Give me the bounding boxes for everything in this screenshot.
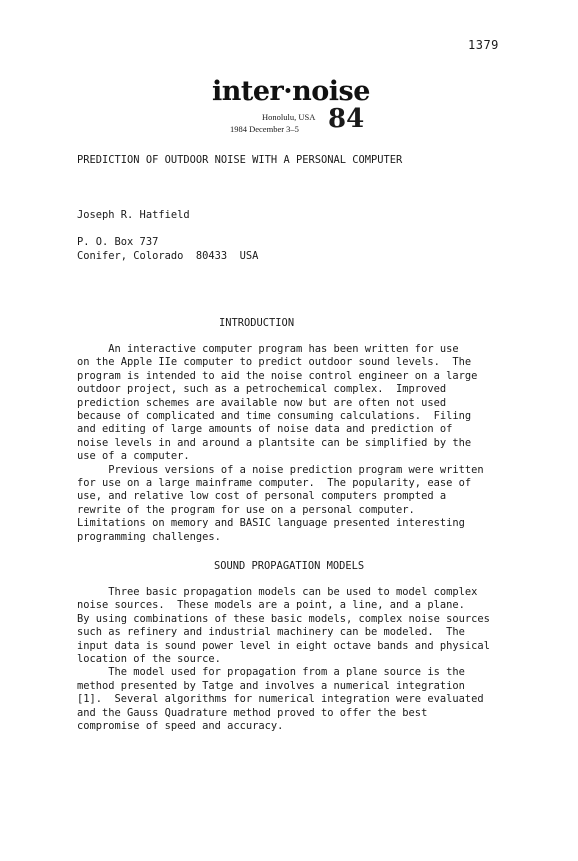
conference-logo [212, 78, 372, 140]
author-name: Joseph R. Hatfield [77, 209, 190, 221]
logo-year: 84 [328, 104, 365, 134]
text-line: prediction schemes are available now but are often not used [77, 396, 447, 409]
text-line: An interactive computer program has been written for use [77, 343, 459, 355]
logo-dates: 1984 December 3–5 [230, 124, 299, 134]
propagation-heading: SOUND PROPAGATION MODELS [214, 560, 365, 572]
text-line: input data is sound power level in eight octave bands and physical [77, 639, 490, 652]
text-line: programming challenges. [77, 530, 221, 543]
text-line: location of the source. [77, 653, 221, 666]
author-address-line1: P. O. Box 737 [77, 236, 159, 248]
text-line: on the Apple IIe computer to predict outdoor sound levels. The [77, 356, 472, 369]
text-line: and the Gauss Quadrature method proved to offer the best [77, 706, 428, 719]
text-line: use of a computer. [77, 450, 190, 463]
text-line: rewrite of the program for use on a personal computer. [77, 503, 415, 516]
page-number: 1379 [468, 38, 499, 52]
text-line: and editing of large amounts of noise data and prediction of [77, 423, 453, 436]
author-address-line2: Conifer, Colorado 80433 USA [77, 250, 259, 262]
introduction-heading: INTRODUCTION [219, 317, 295, 329]
text-line: Previous versions of a noise prediction program were written [77, 463, 484, 476]
propagation-body [77, 586, 507, 733]
text-line: noise sources. These models are a point, a line, and a plane. [77, 599, 465, 612]
logo-location: Honolulu, USA [262, 112, 316, 122]
logo-wordmark: inter·noise [212, 76, 370, 107]
text-line: By using combinations of these basic models, complex noise sources [77, 612, 490, 625]
text-line: Limitations on memory and BASIC language presented interesting [77, 517, 465, 530]
text-line: compromise of speed and accuracy. [77, 720, 284, 733]
paper-title: PREDICTION OF OUTDOOR NOISE WITH A PERSONAL COMPUTER [77, 154, 403, 166]
text-line: noise levels in and around a plantsite can be simplified by the [77, 436, 472, 449]
text-line: program is intended to aid the noise control engineer on a large [77, 369, 478, 382]
text-line: such as refinery and industrial machinery can be modeled. The [77, 626, 465, 639]
text-line: because of complicated and time consuming calculations. Filing [77, 410, 472, 423]
text-line: method presented by Tatge and involves a numerical integration [77, 679, 465, 692]
introduction-body [77, 343, 507, 544]
text-line: [1]. Several algorithms for numerical integration were evaluated [77, 693, 484, 706]
text-line: use, and relative low cost of personal computers prompted a [77, 490, 447, 503]
text-line: The model used for propagation from a plane source is the [77, 666, 465, 679]
text-line: for use on a large mainframe computer. The popularity, ease of [77, 477, 472, 490]
text-line: outdoor project, such as a petrochemical complex. Improved [77, 383, 447, 396]
text-line: Three basic propagation models can be used to model complex [77, 586, 478, 598]
